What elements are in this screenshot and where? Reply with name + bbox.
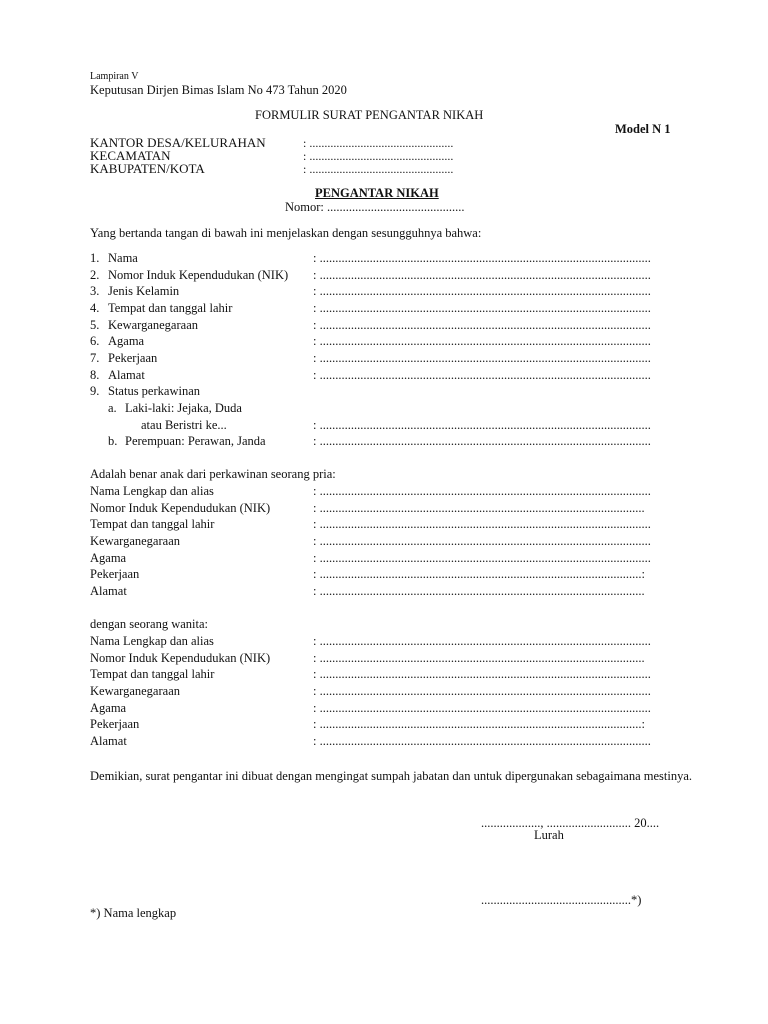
father-field-agama [0,551,768,567]
subject-field-status [0,384,768,400]
field-label: Jenis Kelamin [108,284,180,298]
field-label: Tempat dan tanggal lahir [108,301,233,315]
field-number: 8. [90,368,100,382]
father-field-nik [0,501,768,517]
field-label: Nama Lengkap dan alias [90,634,214,648]
field-label: Agama [90,551,127,565]
office-kecamatan-label: KECAMATAN [90,148,171,163]
status-male-letter: a. [108,401,117,415]
model-label: Model N 1 [615,122,671,136]
field-value: : .......................................................................................................... [313,368,651,382]
father-field-alamat [0,584,768,600]
field-number: 7. [90,351,100,365]
office-kabupaten-label: KABUPATEN/KOTA [90,161,205,176]
father-field-tempat-lahir [0,517,768,533]
father-intro: Adalah benar anak dari perkawinan seorang pria: [90,467,336,481]
field-label: Alamat [90,734,127,748]
status-male-label-2: atau Beristri ke... [141,418,227,432]
status-female [0,434,768,450]
field-value: : .......................................................................................................... [313,351,651,365]
field-value: : .......................................................................................................... [313,551,651,565]
subject-field-nama [0,251,768,267]
field-value: : ........................................................................................................ [313,651,645,665]
mother-field-kewarganegaraan [0,684,768,700]
field-label: Agama [108,334,145,348]
office-kantor-value: : ................................................ [303,136,454,150]
form-title: FORMULIR SURAT PENGANTAR NIKAH [255,108,484,122]
field-label: Nomor Induk Kependudukan (NIK) [108,268,289,282]
field-label: Pekerjaan [108,351,158,365]
field-label: Tempat dan tanggal lahir [90,667,215,681]
letter-nomor: Nomor: ............................................ [285,200,465,214]
father-field-kewarganegaraan [0,534,768,550]
field-value: : .......................................................................................................... [313,251,651,265]
mother-field-nik [0,651,768,667]
field-value: : .......................................................................................................... [313,484,651,498]
field-label: Pekerjaan [90,717,140,731]
field-label: Alamat [90,584,127,598]
field-label: Alamat [108,368,145,382]
status-male-cont [0,418,768,434]
field-label: Tempat dan tanggal lahir [90,517,215,531]
status-female-letter: b. [108,434,118,448]
field-number: 2. [90,268,100,282]
field-number: 6. [90,334,100,348]
subject-field-jenis-kelamin [0,284,768,300]
mother-field-agama [0,701,768,717]
footnote: *) Nama lengkap [90,906,177,920]
field-value: : .......................................................................................................... [313,517,651,531]
status-male [0,401,768,417]
subject-field-agama [0,334,768,350]
field-label: Kewarganegaraan [90,684,180,698]
field-number: 5. [90,318,100,332]
status-male-value: : .......................................................................................................... [313,418,651,432]
mother-field-tempat-lahir [0,667,768,683]
status-male-label: Laki-laki: Jejaka, Duda [125,401,242,415]
keputusan-label: Keputusan Dirjen Bimas Islam No 473 Tahun 2020 [90,83,347,97]
field-value: : .......................................................................................................: [313,717,645,731]
field-value: : .......................................................................................................... [313,701,651,715]
closing-paragraph: Demikian, surat pengantar ini dibuat dengan mengingat sumpah jabatan dan untuk dipergunakan sebagaimana mestinya. [90,769,693,783]
subject-field-alamat [0,368,768,384]
mother-field-alamat [0,734,768,750]
subject-field-tempat-lahir [0,301,768,317]
field-value: : .......................................................................................................... [313,284,651,298]
field-label: Nama [108,251,138,265]
field-value: : .......................................................................................................... [313,301,651,315]
field-label: Status perkawinan [108,384,200,398]
field-value: : ........................................................................................................ [313,584,645,598]
mother-field-pekerjaan [0,717,768,733]
field-number: 4. [90,301,100,315]
field-label: Nama Lengkap dan alias [90,484,214,498]
father-field-nama [0,484,768,500]
subject-field-pekerjaan [0,351,768,367]
subject-field-nik [0,268,768,284]
father-field-pekerjaan [0,567,768,583]
field-value: : .......................................................................................................... [313,634,651,648]
field-value: : .......................................................................................................... [313,734,651,748]
field-label: Kewarganegaraan [108,318,198,332]
field-label: Pekerjaan [90,567,140,581]
field-value: : .......................................................................................................: [313,567,645,581]
office-kecamatan-value: : ................................................ [303,149,454,163]
office-kabupaten-value: : ................................................ [303,162,454,176]
letter-intro: Yang bertanda tangan di bawah ini menjelaskan dengan sesungguhnya bahwa: [90,226,482,240]
mother-field-nama [0,634,768,650]
signer-name: ................................................*) [481,893,642,907]
field-value: : .......................................................................................................... [313,684,651,698]
field-number: 1. [90,251,100,265]
field-label: Kewarganegaraan [90,534,180,548]
field-label: Nomor Induk Kependudukan (NIK) [90,651,271,665]
letter-title: PENGANTAR NIKAH [315,186,439,200]
signer-title: Lurah [534,828,564,842]
field-value: : .......................................................................................................... [313,268,651,282]
subject-field-kewarganegaraan [0,318,768,334]
status-female-label: Perempuan: Perawan, Janda [125,434,266,448]
status-female-value: : .......................................................................................................... [313,434,651,448]
mother-intro: dengan seorang wanita: [90,617,209,631]
field-value: : ........................................................................................................ [313,501,645,515]
place-date: ..................., ........................... 20.... [481,816,660,830]
field-value: : .......................................................................................................... [313,318,651,332]
field-value: : .......................................................................................................... [313,534,651,548]
field-number: 3. [90,284,100,298]
field-value: : .......................................................................................................... [313,667,651,681]
lampiran-label: Lampiran V [90,71,139,82]
field-label: Nomor Induk Kependudukan (NIK) [90,501,271,515]
field-label: Agama [90,701,127,715]
office-kantor-label: KANTOR DESA/KELURAHAN [90,135,266,150]
field-number: 9. [90,384,100,398]
field-value: : .......................................................................................................... [313,334,651,348]
